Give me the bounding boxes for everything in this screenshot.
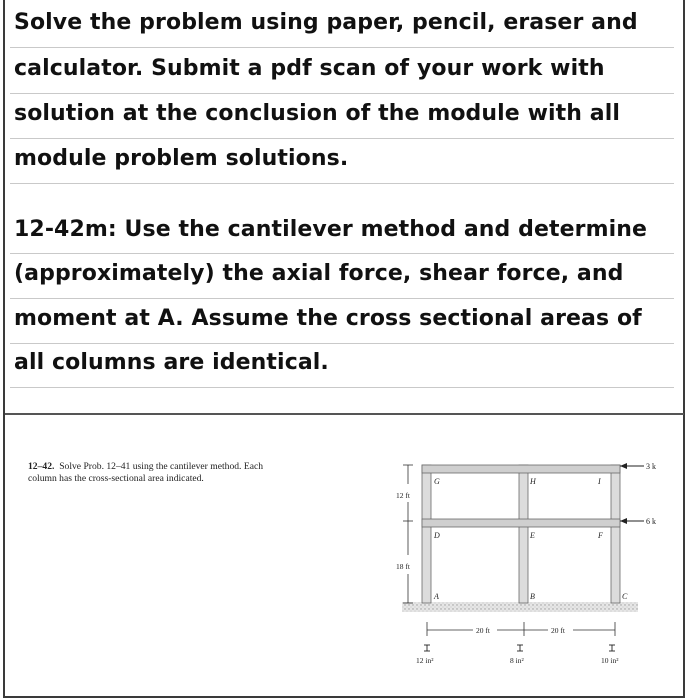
joint-label-H: H	[530, 477, 536, 486]
section-divider	[5, 413, 684, 415]
upper-story-height: 12 ft	[396, 491, 410, 500]
load-top-label: 3 k	[646, 462, 656, 471]
bay-right-width: 20 ft	[551, 626, 565, 635]
figure-caption	[28, 461, 358, 485]
joint-label-B: B	[530, 592, 535, 601]
joint-label-E: E	[530, 531, 535, 540]
area-left: 12 in²	[416, 656, 434, 665]
rule	[10, 47, 674, 48]
rule	[10, 343, 674, 344]
problem-line-1: 12-42m: Use the cantilever method and determine	[14, 217, 648, 242]
rule	[10, 387, 674, 388]
rule	[10, 298, 674, 299]
joint-label-C: C	[622, 592, 628, 601]
joint-label-G: G	[434, 477, 440, 486]
area-middle: 8 in²	[510, 656, 524, 665]
rule	[10, 93, 674, 94]
rule	[10, 138, 674, 139]
rule	[10, 253, 674, 254]
joint-label-I: I	[598, 477, 601, 486]
load-middle-label: 6 k	[646, 517, 656, 526]
lower-story-height: 18 ft	[396, 562, 410, 571]
problem-line-3: moment at A. Assume the cross sectional areas of	[14, 306, 642, 331]
joint-label-D: D	[434, 531, 440, 540]
instruction-line-1: Solve the problem using paper, pencil, eraser and	[14, 10, 638, 35]
problem-line-2: (approximately) the axial force, shear force, and	[14, 261, 624, 286]
instruction-line-4: module problem solutions.	[14, 146, 349, 171]
rule	[10, 183, 674, 184]
joint-label-F: F	[598, 531, 603, 540]
caption-line-2: column has the cross-sectional area indicated.	[28, 473, 204, 484]
instruction-line-3: solution at the conclusion of the module with all	[14, 101, 621, 126]
bay-left-width: 20 ft	[476, 626, 490, 635]
caption-number: 12–42.	[28, 461, 55, 472]
caption-line-1: Solve Prob. 12–41 using the cantilever method. Each	[59, 461, 264, 472]
problem-line-4: all columns are identical.	[14, 350, 329, 375]
joint-label-A: A	[434, 592, 439, 601]
instruction-line-2: calculator. Submit a pdf scan of your work with	[14, 56, 605, 81]
area-right: 10 in²	[601, 656, 619, 665]
